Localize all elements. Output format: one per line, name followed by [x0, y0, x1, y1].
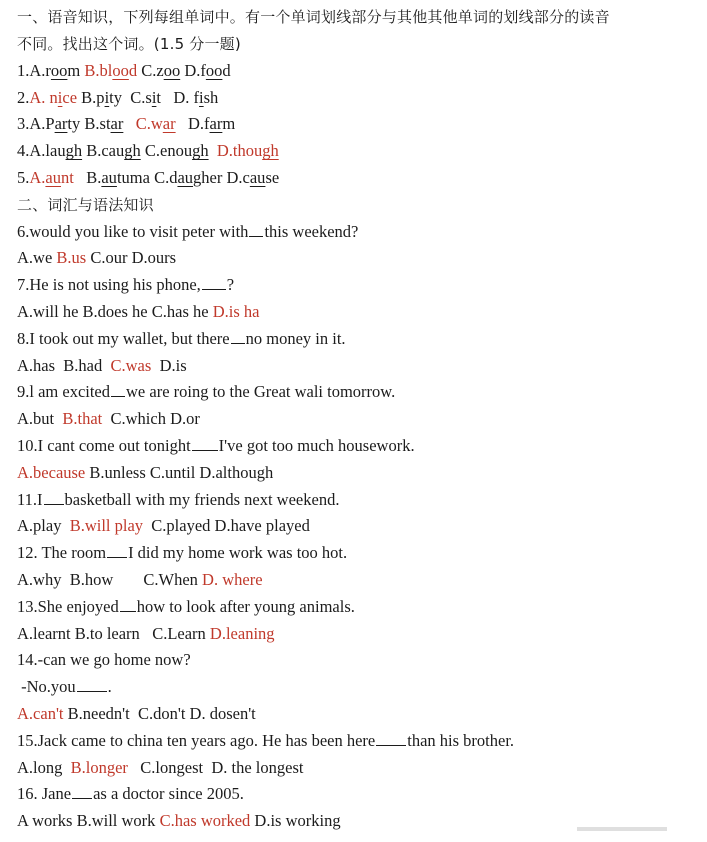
option-c: C.which	[110, 409, 166, 429]
option-a: A.room	[29, 60, 81, 80]
question-3: 3.A.Party B.star C.war D.farm	[17, 114, 236, 134]
option-a: A.learnt	[17, 623, 71, 643]
option-d: D.is	[159, 355, 187, 375]
option-a: A works	[17, 811, 73, 831]
answer-blank	[376, 730, 406, 746]
option-a: A.play	[17, 516, 62, 536]
option-b-answer: B.that	[62, 409, 103, 429]
question-13-stem: 13.She enjoyed how to look after young animals.	[17, 596, 355, 616]
option-c: C.When	[143, 569, 198, 589]
option-b: B.caugh	[86, 141, 141, 161]
answer-blank	[249, 221, 263, 237]
option-c: C.don't	[137, 703, 186, 723]
option-a: A.we	[17, 248, 53, 268]
option-c: C.Learn	[152, 623, 206, 643]
question-14-stem-line2: -No.you .	[21, 677, 112, 697]
option-d: D.is working	[254, 811, 341, 831]
watermark-mark	[577, 824, 667, 834]
option-d-answer: D.leaning	[209, 623, 275, 643]
answer-blank	[77, 676, 107, 692]
question-12-options	[17, 567, 707, 594]
option-c: C.our	[90, 248, 128, 268]
option-b-answer: B.will play	[69, 516, 144, 536]
option-b: B.pity	[81, 87, 122, 107]
option-b: B.does he	[82, 301, 148, 321]
option-d: D.have played	[214, 516, 310, 536]
option-a: A.laugh	[29, 141, 83, 161]
option-c-answer: C.war	[135, 114, 176, 134]
answer-blank	[231, 328, 245, 344]
answer-blank	[107, 542, 127, 558]
option-c-answer: C.was	[110, 355, 152, 375]
question-11-stem: 11.I basketball with my friends next weekend.	[17, 489, 340, 509]
option-c: C.has he	[151, 301, 209, 321]
option-b: B.needn't	[67, 703, 130, 723]
option-d: D.ours	[131, 248, 177, 268]
answer-blank	[120, 596, 136, 612]
question-5: 5.A.aunt B.autuma C.daugher D.cause	[17, 167, 280, 187]
question-14-options	[17, 701, 707, 728]
option-d: D.farm	[187, 114, 236, 134]
question-9-stem: 9.l am excited we are roing to the Great wali tomorrow.	[17, 382, 396, 402]
option-a-answer: A.aunt	[29, 167, 74, 187]
option-c: C.sit	[130, 87, 161, 107]
option-d: D.cause	[226, 167, 280, 187]
option-a-answer: A. nice	[29, 87, 78, 107]
question-15-stem: 15.Jack came to china ten years ago. He has been here than his brother.	[17, 730, 515, 750]
option-d: D. fish	[173, 87, 219, 107]
option-d-answer: D.though	[216, 141, 279, 161]
question-6-options	[17, 245, 707, 272]
option-d-answer: D.is ha	[212, 301, 260, 321]
option-a-answer: A.because	[17, 462, 86, 482]
option-c-answer: C.has worked	[159, 811, 251, 831]
question-8-options	[17, 353, 707, 380]
question-16-stem: 16. Jane as a doctor since 2005.	[17, 784, 244, 804]
question-12-stem: 12. The room I did my home work was too hot.	[17, 543, 348, 563]
option-b: B.unless	[89, 462, 146, 482]
option-a: A.Party	[29, 114, 81, 134]
option-a: A.but	[17, 409, 55, 429]
section2-heading: 二、词汇与语法知识	[17, 195, 154, 214]
option-c: C.longest	[140, 757, 204, 777]
option-a: A.has	[17, 355, 56, 375]
option-b-answer: B.us	[56, 248, 87, 268]
section1-heading-line1: 一、语音知识，下列每组单词中。有一个单词划线部分与其他其他单词的划线部分的读音	[17, 8, 610, 26]
question-10-stem: 10.I cant come out tonight I've got too much housework.	[17, 435, 415, 455]
option-c: C.zoo	[141, 60, 181, 80]
answer-blank	[44, 489, 64, 505]
option-a: A.why	[17, 569, 62, 589]
question-14-stem: 14.-can we go home now?	[17, 650, 191, 670]
option-d: D.although	[199, 462, 274, 482]
option-b: B.to learn	[74, 623, 140, 643]
question-6-stem: 6.would you like to visit peter with this weekend?	[17, 221, 359, 241]
question-7-stem: 7.He is not using his phone, ?	[17, 275, 235, 295]
option-a: A.will he	[17, 301, 79, 321]
option-c: C.played	[151, 516, 211, 536]
option-c: C.daugher	[154, 167, 223, 187]
option-b: B.will work	[76, 811, 156, 831]
question-13-options	[17, 621, 707, 648]
option-b: B.had	[63, 355, 103, 375]
option-d: D.or	[170, 409, 200, 429]
question-11-options	[17, 513, 707, 540]
option-d: D.food	[184, 60, 231, 80]
option-d: D. the longest	[211, 757, 304, 777]
option-b-answer: B.longer	[70, 757, 128, 777]
option-d-answer: D. where	[202, 569, 263, 589]
option-b: B.autuma	[86, 167, 150, 187]
option-c: C.until	[149, 462, 196, 482]
option-b: B.how	[69, 569, 114, 589]
option-b: B.star	[84, 114, 124, 134]
answer-blank	[111, 381, 125, 397]
option-c: C.enough	[144, 141, 209, 161]
question-4: 4.A.laugh B.caugh C.enough D.though	[17, 141, 279, 161]
question-9-options	[17, 406, 707, 433]
answer-blank	[192, 435, 218, 451]
answer-blank	[202, 274, 226, 290]
section1-heading-line2: 不同。找出这个词。(1.5 分一题)	[17, 35, 241, 53]
option-a: A.long	[17, 757, 63, 777]
option-d: D. dosen't	[189, 703, 256, 723]
question-2: 2.A. nice B.pity C.sit D. fish	[17, 87, 219, 107]
question-15-options	[17, 755, 707, 782]
question-8-stem: 8.I took out my wallet, but there no money in it.	[17, 328, 346, 348]
question-7-options	[17, 299, 707, 326]
option-a-answer: A.can't	[17, 703, 64, 723]
question-1: 1.A.room B.blood C.zoo D.food	[17, 60, 231, 80]
question-10-options	[17, 460, 707, 487]
answer-blank	[72, 783, 92, 799]
option-b-answer: B.blood	[84, 60, 138, 80]
